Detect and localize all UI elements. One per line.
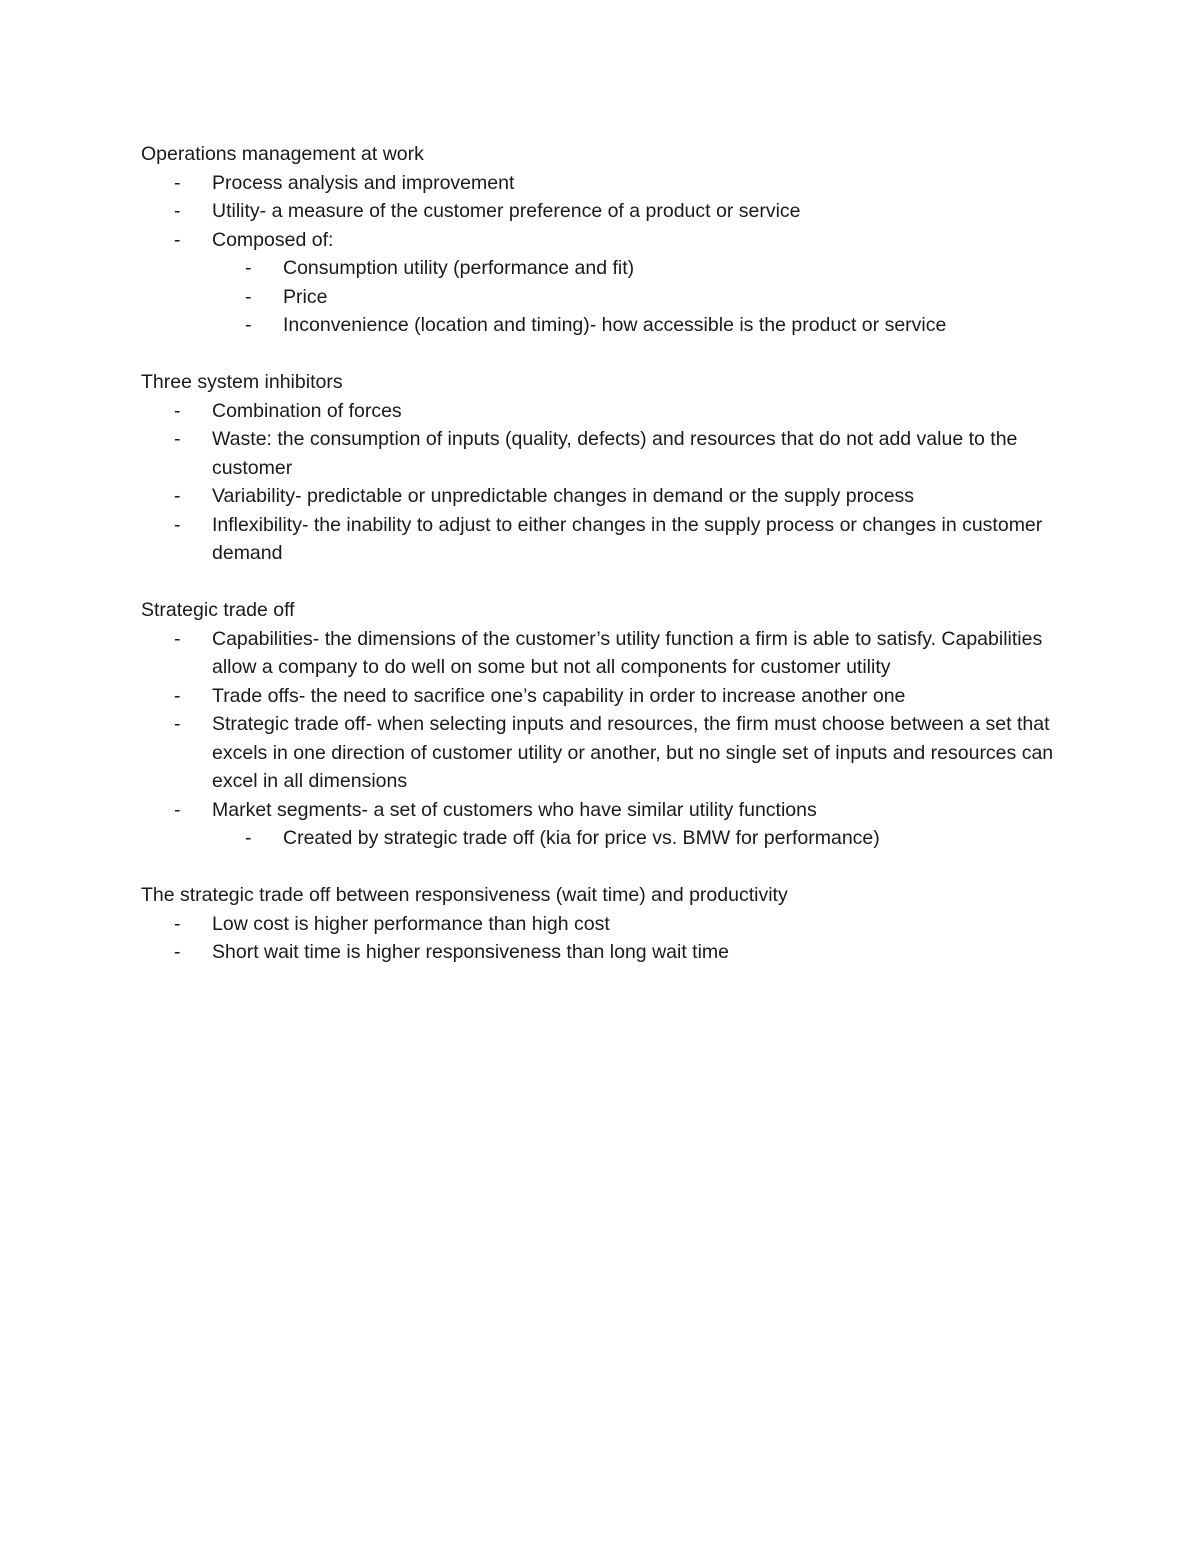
dash-bullet-icon: - xyxy=(174,428,181,450)
section-heading: Three system inhibitors xyxy=(141,371,343,393)
list-item-text: Short wait time is higher responsiveness than long wait time xyxy=(212,941,729,963)
list-item-text: Strategic trade off- when selecting inputs and resources, the firm must choose between a set that excels in one direction of customer utility or another, but no single set of inputs and resources can excel in all dimensions xyxy=(212,713,1054,792)
sub-bullet-list xyxy=(212,254,1081,340)
sub-list-item xyxy=(212,254,1081,283)
section xyxy=(141,140,1081,340)
dash-bullet-icon: - xyxy=(174,684,181,707)
section xyxy=(141,368,1081,568)
list-item xyxy=(141,197,1081,226)
list-item-text: Utility- a measure of the customer preference of a product or service xyxy=(212,200,801,222)
dash-bullet-icon: - xyxy=(174,627,181,650)
section-heading: The strategic trade off between responsiveness (wait time) and productivity xyxy=(141,884,788,906)
dash-bullet-icon: - xyxy=(174,200,181,222)
list-item-text: Inflexibility- the inability to adjust to either changes in the supply process or changes in customer demand xyxy=(212,513,1043,564)
list-item xyxy=(141,710,1081,796)
list-item-text: Process analysis and improvement xyxy=(212,171,515,194)
list-item xyxy=(141,682,1081,711)
dash-bullet-icon: - xyxy=(174,228,181,251)
dash-bullet-icon: - xyxy=(245,827,252,849)
sub-list-item xyxy=(212,283,1081,312)
list-item-text: Variability- predictable or unpredictable changes in demand or the supply process xyxy=(212,485,915,507)
sub-list-item-text: Consumption utility (performance and fit) xyxy=(283,257,635,279)
sub-list-item-text: Inconvenience (location and timing)- how accessible is the product or service xyxy=(283,314,947,336)
list-item xyxy=(141,169,1081,198)
dash-bullet-icon: - xyxy=(174,912,181,935)
sub-list-item-text: Created by strategic trade off (kia for price vs. BMW for performance) xyxy=(283,827,880,849)
dash-bullet-icon: - xyxy=(245,257,252,279)
list-item-text: Waste: the consumption of inputs (quality, defects) and resources that do not add value to the customer xyxy=(212,428,1018,479)
dash-bullet-icon: - xyxy=(174,941,181,963)
list-item xyxy=(141,910,1081,939)
dash-bullet-icon: - xyxy=(174,513,181,536)
list-item-text: Market segments- a set of customers who have similar utility functions xyxy=(212,798,817,821)
sub-bullet-list xyxy=(212,824,1081,853)
list-item xyxy=(141,397,1081,426)
dash-bullet-icon: - xyxy=(174,798,181,821)
list-item xyxy=(141,511,1081,568)
section xyxy=(141,596,1081,853)
list-item xyxy=(141,625,1081,682)
sub-list-item-text: Price xyxy=(283,285,328,308)
list-item xyxy=(141,938,1081,967)
bullet-list xyxy=(141,397,1081,568)
list-item xyxy=(141,482,1081,511)
sub-list-item xyxy=(212,311,1081,340)
list-item xyxy=(141,425,1081,482)
dash-bullet-icon: - xyxy=(174,485,181,507)
list-item-text: Composed of: xyxy=(212,228,334,251)
list-item-text: Low cost is higher performance than high cost xyxy=(212,912,610,935)
list-item xyxy=(141,796,1081,853)
section-heading: Strategic trade off xyxy=(141,599,295,621)
section-heading: Operations management at work xyxy=(141,143,424,165)
sub-list-item xyxy=(212,824,1081,853)
bullet-list xyxy=(141,169,1081,340)
list-item-text: Combination of forces xyxy=(212,399,402,422)
bullet-list xyxy=(141,910,1081,967)
list-item-text: Capabilities- the dimensions of the customer’s utility function a firm is able to satisfy. Capabilities allow a company to do well on some but not all components for customer utility xyxy=(212,627,1043,678)
dash-bullet-icon: - xyxy=(174,713,181,735)
section xyxy=(141,881,1081,967)
list-item-text: Trade offs- the need to sacrifice one’s capability in order to increase another one xyxy=(212,684,906,707)
dash-bullet-icon: - xyxy=(245,285,252,308)
document-body xyxy=(141,140,1081,995)
dash-bullet-icon: - xyxy=(174,399,181,422)
list-item xyxy=(141,226,1081,340)
dash-bullet-icon: - xyxy=(174,171,181,194)
bullet-list xyxy=(141,625,1081,853)
dash-bullet-icon: - xyxy=(245,314,252,336)
